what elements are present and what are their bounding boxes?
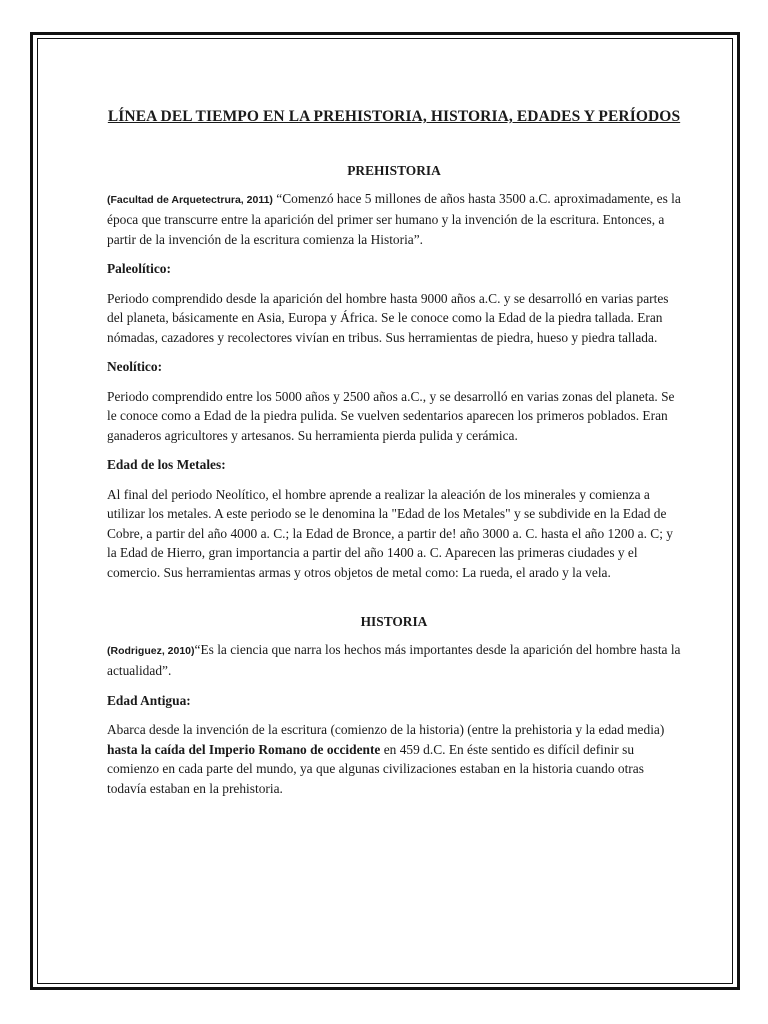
document-body <box>107 106 681 808</box>
edad-antigua-bold-text: hasta la caída del Imperio Romano de occidente <box>107 741 381 757</box>
citation: (Rodriguez, 2010) <box>107 644 195 657</box>
section-heading-prehistoria: PREHISTORIA <box>347 163 441 178</box>
citation: (Facultad de Arquetectrura, 2011) <box>107 193 273 206</box>
document-title: LÍNEA DEL TIEMPO EN LA PREHISTORIA, HISTORIA, EDADES Y PERÍODOS <box>107 108 681 125</box>
paragraph-paleolitico: Periodo comprendido desde la aparición del hombre hasta 9000 años a.C. y se desarrolló en varias partes del planeta, básicamente en Asia, Europa y África. Se le conoce como la Edad de la piedra tallada. Eran nómadas, cazadores y recolectores vivían en tribus. Sus herramientas de piedra, hueso y piedra tallada. <box>107 290 669 345</box>
paragraph-neolitico: Periodo comprendido entre los 5000 años y 2500 años a.C., y se desarrolló en varias zonas del planeta. Se le conoce como a Edad de la piedra pulida. Se vuelven sedentarios aparecen los primeros poblados. Eran ganaderos agricultores y artesanos. Su herramienta pierda pulida y cerámica. <box>107 388 675 443</box>
prehistoria-intro-text: “Comenzó hace 5 millones de años hasta 3500 a.C. aproximadamente, es la época que transcurre entre la aparición del primer ser humano y la invención de la escritura. Entonces, a partir de la invención de la escritura comienza la Historia”. <box>107 190 681 247</box>
prehistoria-intro-paragraph <box>107 189 681 250</box>
edad-antigua-text-end: en 459 d.C. En éste sentido es difícil definir su comienzo en cada parte del mundo, ya que algunas civilizaciones estaban en la historia cuando otras todavía estaban en la prehistoria. <box>107 741 644 796</box>
paragraph-edad-antigua <box>107 720 681 798</box>
subheading-neolitico: Neolítico: <box>107 359 163 374</box>
section-heading-historia: HISTORIA <box>360 614 428 629</box>
historia-intro-text: “Es la ciencia que narra los hechos más importantes desde la aparición del hombre hasta la actualidad”. <box>107 641 681 678</box>
subheading-edad-antigua: Edad Antigua: <box>107 692 191 708</box>
edad-antigua-text-start: Abarca desde la invención de la escritura (comienzo de la historia) (entre la prehistoria y la edad media) <box>107 722 665 737</box>
subheading-edad-metales: Edad de los Metales: <box>107 457 226 472</box>
subheading-paleolitico: Paleolítico: <box>107 261 171 276</box>
historia-intro-paragraph <box>107 640 681 681</box>
paragraph-edad-metales: Al final del periodo Neolítico, el hombre aprende a realizar la aleación de los minerales y comienza a utilizar los metales. A este periodo se le denomina la "Edad de los Metales" y se subdivide en la Edad de Cobre, a partir del año 4000 a. C.; la Edad de Bronce, a partir de! año 3000 a. C. hasta el año 1200 a. C; y la Edad de Hierro, gran importancia a partir del año 1400 a. C. Aparecen las primeras ciudades y el comercio. Sus herramientas armas y otros objetos de metal como: La rueda, el arado y la vela. <box>107 486 673 580</box>
